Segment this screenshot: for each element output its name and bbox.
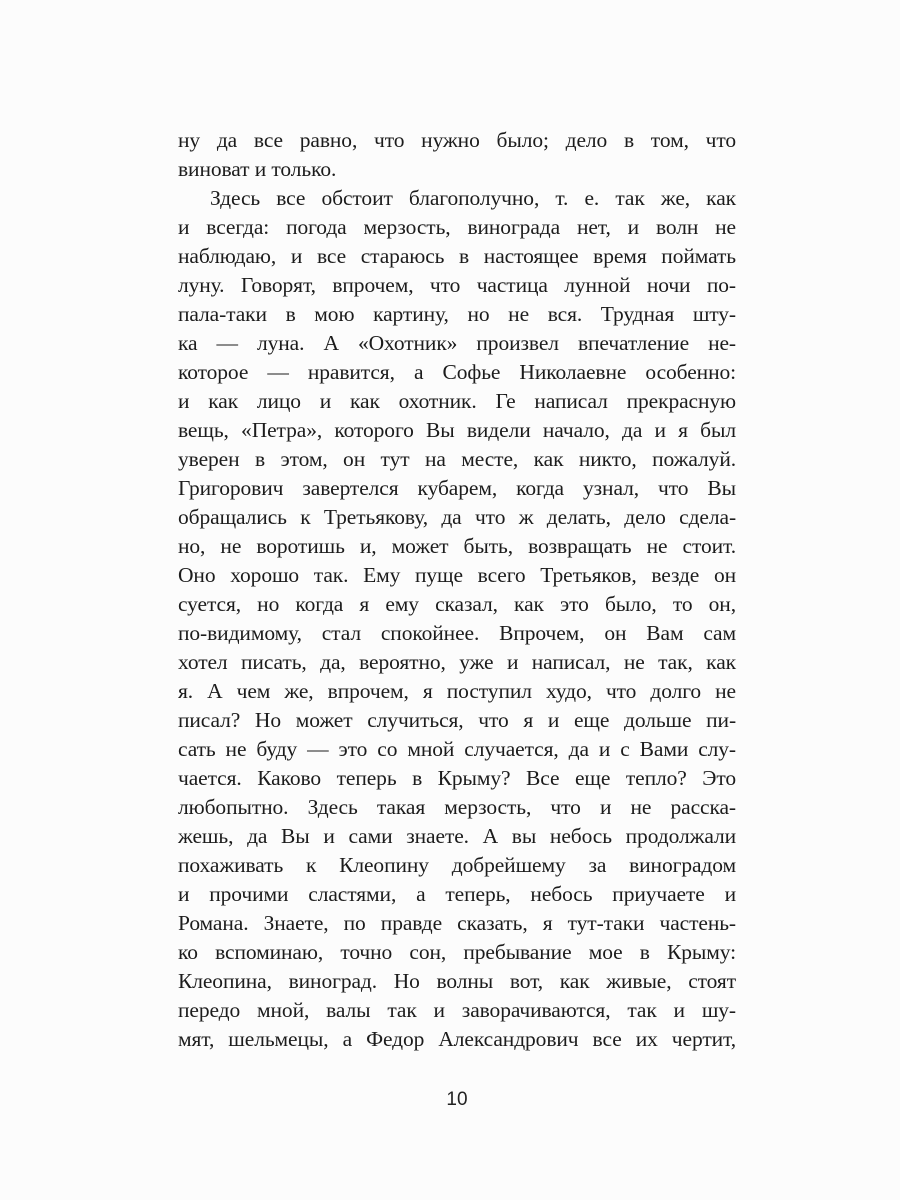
text-line: ка — луна. А «Охотник» произвел впечатление не- xyxy=(178,331,736,355)
text-line: хотел писать, да, вероятно, уже и написал, не так, как xyxy=(178,650,736,674)
text-line: жешь, да Вы и сами знаете. А вы небось продолжали xyxy=(178,824,736,848)
text-line: Оно хорошо так. Ему пуще всего Третьяков, везде он xyxy=(178,563,736,587)
text-line: мят, шельмецы, а Федор Александрович все их чертит, xyxy=(178,1027,736,1051)
text-line: и прочими сластями, а теперь, небось приучаете и xyxy=(178,882,736,906)
text-line: Григорович завертелся кубарем, когда узнал, что Вы xyxy=(178,476,736,500)
text-line: Романа. Знаете, по правде сказать, я тут-таки частень- xyxy=(178,911,736,935)
text-line: суется, но когда я ему сказал, как это было, то он, xyxy=(178,592,736,616)
text-line: чается. Каково теперь в Крыму? Все еще тепло? Это xyxy=(178,766,736,790)
text-line: Здесь все обстоит благополучно, т. е. так же, как xyxy=(210,186,736,210)
text-line: передо мной, валы так и заворачиваются, так и шу- xyxy=(178,998,736,1022)
text-line: Клеопина, виноград. Но волны вот, как живые, стоят xyxy=(178,969,736,993)
text-line: луну. Говорят, впрочем, что частица лунной ночи по- xyxy=(178,273,736,297)
text-line: ко вспоминаю, точно сон, пребывание мое в Крыму: xyxy=(178,940,736,964)
text-line: писал? Но может случиться, что я и еще дольше пи- xyxy=(178,708,736,732)
text-line: виноват и только. xyxy=(178,157,337,181)
text-line: похаживать к Клеопину добрейшему за виноградом xyxy=(178,853,736,877)
text-line: и как лицо и как охотник. Ге написал прекрасную xyxy=(178,389,736,413)
text-line: но, не воротишь и, может быть, возвращать не стоит. xyxy=(178,534,736,558)
text-line: я. А чем же, впрочем, я поступил худо, что долго не xyxy=(178,679,736,703)
page-number: 10 xyxy=(446,1089,468,1110)
text-line: любопытно. Здесь такая мерзость, что и не расска- xyxy=(178,795,736,819)
text-line: пала-таки в мою картину, но не вся. Трудная шту- xyxy=(178,302,736,326)
text-line: наблюдаю, и все стараюсь в настоящее время поймать xyxy=(178,244,736,268)
text-line: и всегда: погода мерзость, винограда нет, и волн не xyxy=(178,215,736,239)
text-line: ну да все равно, что нужно было; дело в том, что xyxy=(178,128,736,152)
text-line: по-видимому, стал спокойнее. Впрочем, он Вам сам xyxy=(178,621,736,645)
text-line: уверен в этом, он тут на месте, как никто, пожалуй. xyxy=(178,447,736,471)
text-line: обращались к Третьякову, да что ж делать, дело сдела- xyxy=(178,505,736,529)
text-line: вещь, «Петра», которого Вы видели начало, да и я был xyxy=(178,418,736,442)
text-line: сать не буду — это со мной случается, да и с Вами слу- xyxy=(178,737,736,761)
text-line: которое — нравится, а Софье Николаевне особенно: xyxy=(178,360,736,384)
letter-text-block xyxy=(178,126,736,1054)
